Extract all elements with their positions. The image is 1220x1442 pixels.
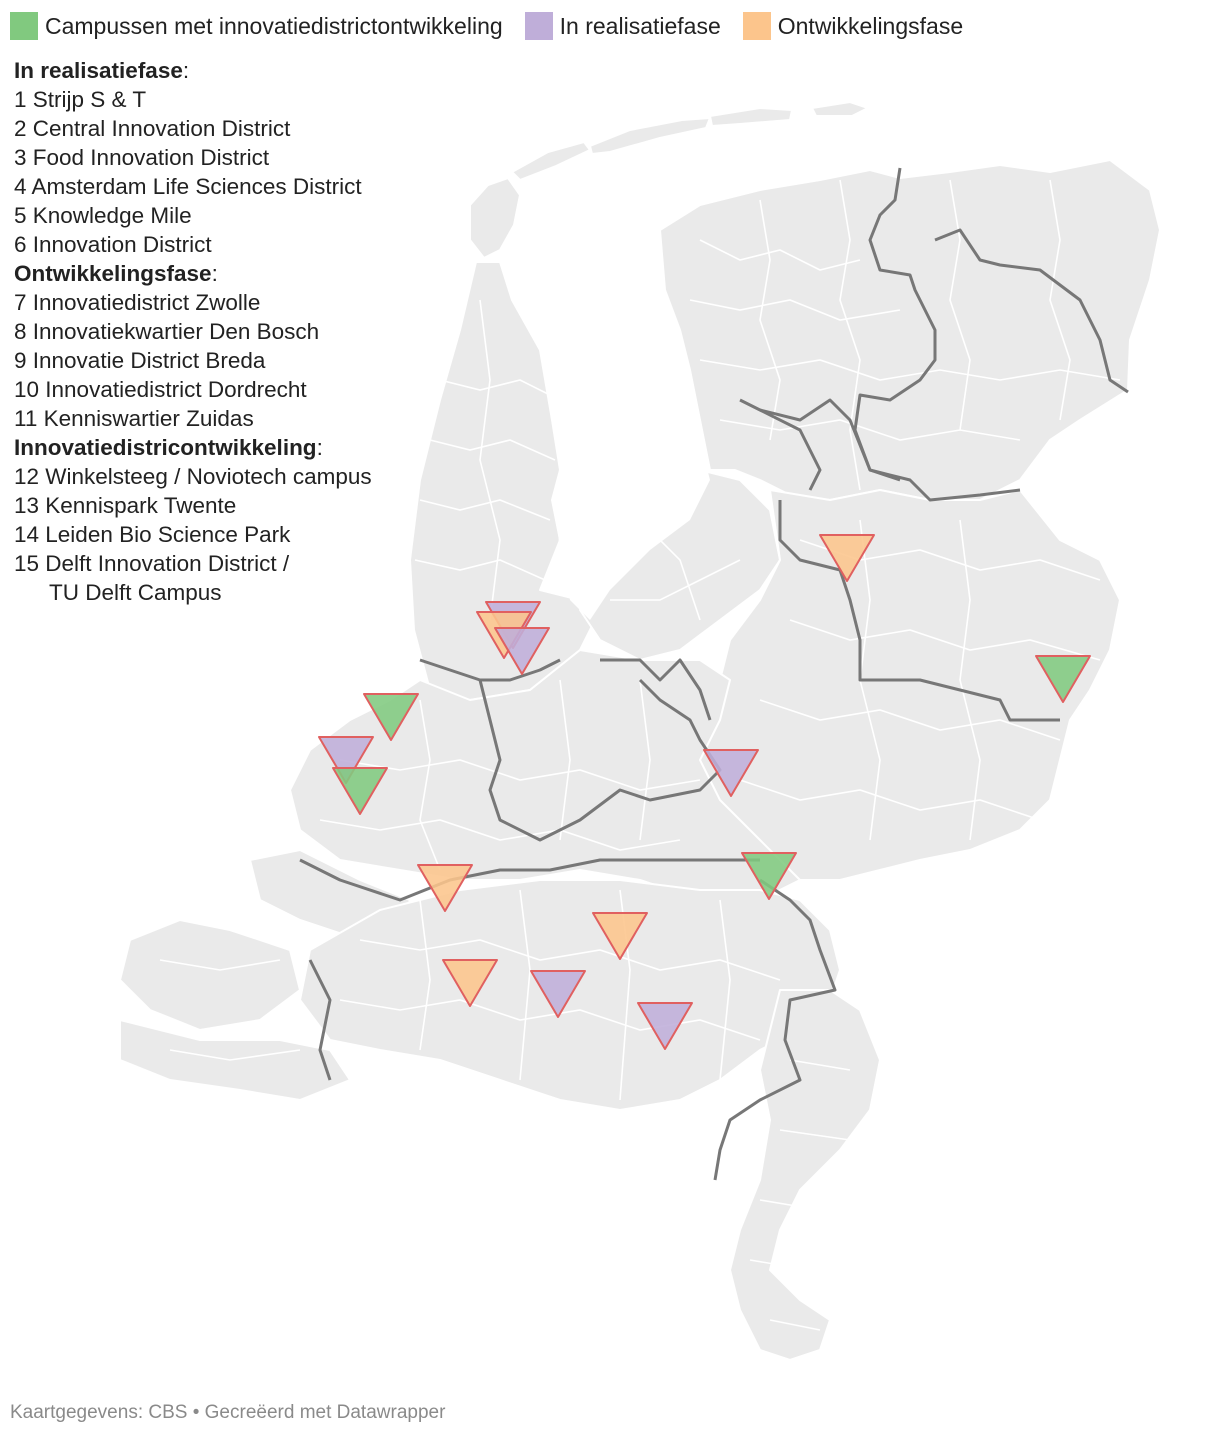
list-item-continuation: TU Delft Campus [49, 580, 222, 605]
source-credit: Kaartgegevens: CBS • Gecreëerd met Datawrapper [10, 1402, 446, 1423]
list-heading-campus: Innovatiedistricontwikkeling: [14, 435, 323, 460]
legend [10, 10, 963, 42]
island-vlieland [512, 142, 590, 180]
list-item: 1 Strijp S & T [14, 87, 147, 112]
list-item: 9 Innovatie District Breda [14, 348, 266, 373]
legend-item-ontwikkeling [743, 12, 963, 40]
list-item: 6 Innovation District [14, 232, 212, 257]
list-item: 3 Food Innovation District [14, 145, 270, 170]
list-item: 15 Delft Innovation District / [14, 551, 290, 576]
list-heading-ontwikkeling: Ontwikkelingsfase: [14, 261, 218, 286]
list-item: 8 Innovatiekwartier Den Bosch [14, 319, 320, 344]
list-item: 2 Central Innovation District [14, 116, 291, 141]
island-texel [470, 178, 520, 258]
list-item: 4 Amsterdam Life Sciences District [14, 174, 362, 199]
island-ameland [710, 108, 792, 126]
list-item: 10 Innovatiedistrict Dordrecht [14, 377, 307, 402]
land-zeeland-middle [120, 920, 300, 1030]
island-schiermonnikoog [812, 102, 868, 116]
list-item: 12 Winkelsteeg / Noviotech campus [14, 464, 372, 489]
legend-swatch-orange [743, 12, 771, 40]
list-item: 13 Kennispark Twente [14, 493, 237, 518]
district-list [14, 56, 372, 607]
list-heading-realisatie: In realisatiefase: [14, 58, 190, 83]
list-item: 7 Innovatiedistrict Zwolle [14, 290, 261, 315]
list-item: 11 Kenniswartier Zuidas [14, 406, 254, 431]
legend-item-realisatie [525, 12, 721, 40]
legend-item-campus [10, 12, 503, 40]
legend-label-realisatie: In realisatiefase [559, 12, 721, 39]
legend-swatch-green [10, 12, 38, 40]
legend-label-ontwikkeling: Ontwikkelingsfase [777, 12, 964, 39]
legend-swatch-purple [525, 12, 553, 40]
list-item: 5 Knowledge Mile [14, 203, 192, 228]
land-north [660, 160, 1160, 500]
legend-label-campus: Campussen met innovatiedistrictontwikkeling [45, 12, 503, 39]
list-item: 14 Leiden Bio Science Park [14, 522, 291, 547]
island-terschelling [590, 118, 710, 154]
